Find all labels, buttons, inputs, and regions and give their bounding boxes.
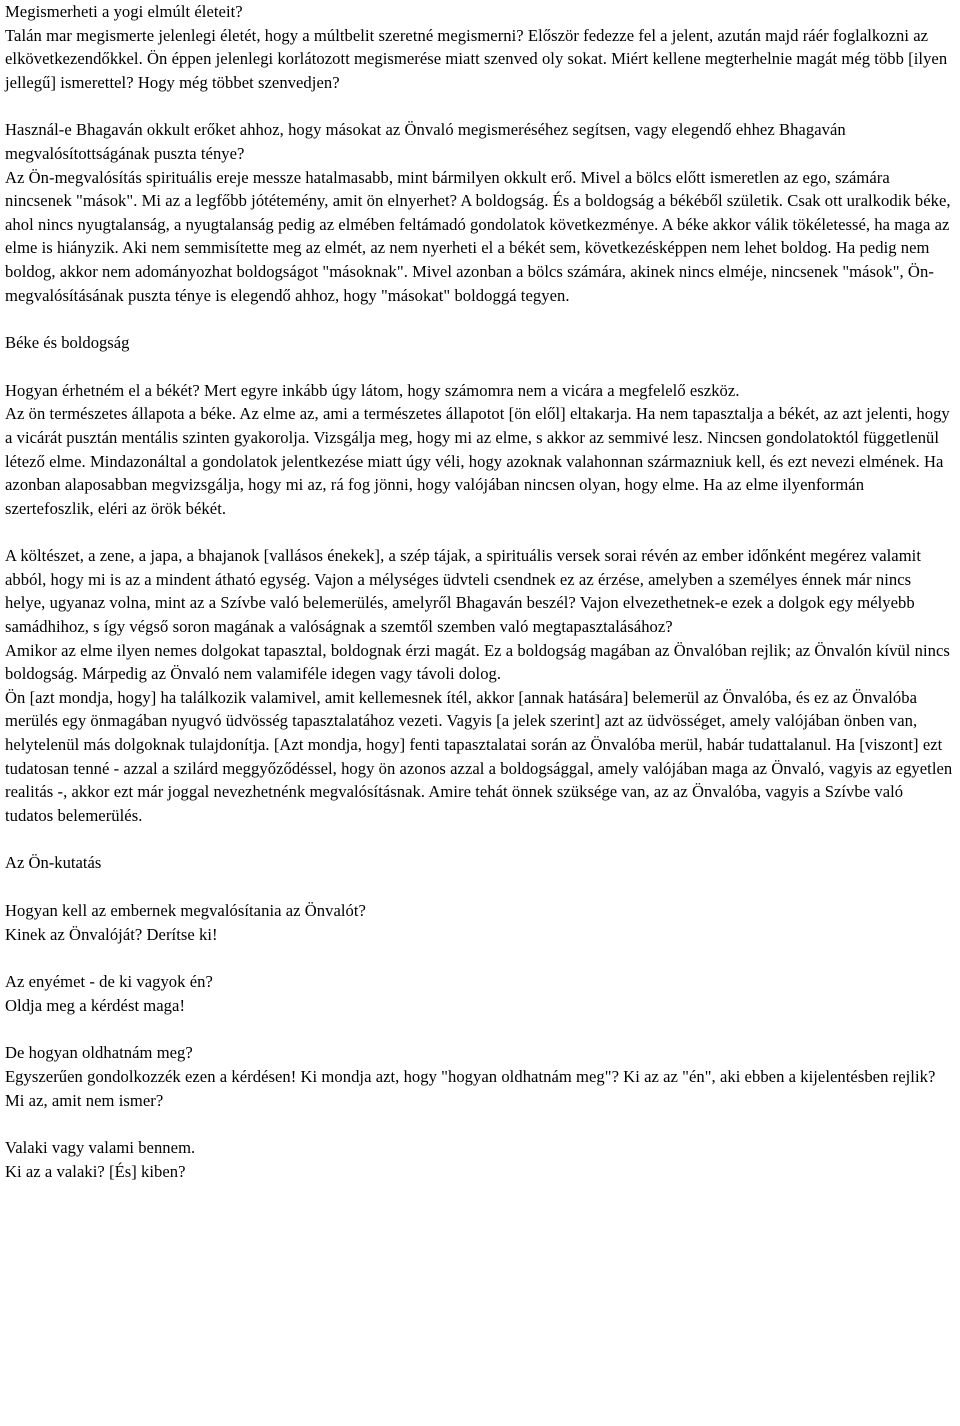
qa-pair [5,970,955,1017]
answer-text: Amikor az elme ilyen nemes dolgokat tapasztal, boldognak érzi magát. Ez a boldogság magában az Önvalóban rejlik; az Önvalón kívül nincs boldogság. Márpedig az Önvaló nem valamiféle idegen vagy távoli dolog. [5,640,950,684]
section-koltezet [5,544,955,827]
question-text: De hogyan oldhatnám meg? [5,1043,193,1063]
answer-text: Talán mar megismerte jelenlegi életét, hogy a múltbelit szeretné megismerni? Először fedezze fel a jelent, azután majd ráér foglalkozni az elkövetkezendőkkel. Ön éppen jelenlegi korlátozott megismerése miatt szenved oly sokat. Miért kellene megterhelnie magát még több [ilyen jellegű] ismerettel? Hogy még többet szenvedjen? [5,25,948,92]
qa-pair [5,899,955,946]
question-text: Az enyémet - de ki vagyok én? [5,972,213,992]
qa-pair [5,1136,955,1183]
section-heading: Az Ön-kutatás [5,853,102,873]
section-heading: Béke és boldogság [5,333,130,353]
answer-text: Egyszerűen gondolkozzék ezen a kérdésen! Ki mondja azt, hogy "hogyan oldhatnám meg"? Ki az az "én", aki ebben a kijelentésben rejlik? Mi az, amit nem ismer? [5,1066,936,1110]
section-past-lives [5,0,955,94]
qa-pair [5,1041,955,1112]
answer-text: Ki az a valaki? [És] kiben? [5,1161,186,1181]
answer-text: Kinek az Önvalóját? Derítse ki! [5,924,218,944]
answer-text: Oldja meg a kérdést maga! [5,995,186,1015]
question-text: A költészet, a zene, a japa, a bhajanok [vallásos énekek], a szép tájak, a spirituális versek sorai révén az ember időnként megérez valamit abból, hogy mi is az a mindent átható egység. Vajon a mélységes üdvteli csendnek ez az érzése, amelyben a személyes énnek már nincs helye, ugyanaz volna, mint az a Szívbe való belemerülés, amelyről Bhagaván beszél? Vajon elvezethetnek-e ezek a dolgok egy mélyebb samádhihoz, s így végső soron magának a valóságnak a szemtől szemben való megtapasztalásához? [5,546,921,637]
question-text: Valaki vagy valami bennem. [5,1138,196,1158]
question-text: Használ-e Bhagaván okkult erőket ahhoz, hogy másokat az Önvaló megismeréséhez segítsen, vagy elegendő ehhez Bhagaván megvalósítottságának puszta ténye? [5,120,846,163]
question-text: Megismerheti a yogi elmúlt életeit? [5,2,243,21]
answer-text: Ön [azt mondja, hogy] ha találkozik valamivel, amit kellemesnek ítél, akkor [annak hatására] belemerül az Önvalóba, és ez az Önvalóba merülés egy önmagában nyugvó üdvösség tapasztalatához vezeti. Vagyis [a jelek szerint] azt az üdvösséget, amely valójában önben van, helytelenül más dolgoknak tulajdonítja. [Azt mondja, hogy] fenti tapasztalatai során az Önvalóba merül, habár tudattalanul. Ha [viszont] ezt tudatosan tenné - azzal a szilárd meggyőződéssel, hogy ön azonos azzal a boldogsággal, amely valójában maga az Önvaló, vagyis az egyetlen realitás -, akkor ezt már joggal nevezhetnénk megvalósításnak. Amire tehát önnek szüksége van, az az Önvalóba, vagyis a Szívbe való tudatos belemerülés. [5,687,953,825]
section-okkult-eroek [5,118,955,307]
question-text: Hogyan érhetném el a békét? Mert egyre inkább úgy látom, hogy számomra nem a vicára a megfelelő eszköz. [5,380,740,400]
question-text: Hogyan kell az embernek megvalósítania az Önvalót? [5,901,366,920]
section-beke [5,379,955,521]
answer-text: Az Ön-megvalósítás spirituális ereje messze hatalmasabb, mint bármilyen okkult erő. Mivel a bölcs előtt ismeretlen az ego, számára nincsenek "mások". Mi az a legfőbb jótétemény, amit ön elnyerhet? A boldogság. És a boldogság a békéből születik. Csak ott uralkodik béke, ahol nincs nyugtalanság, a nyugtalanság pedig az elmében feltámadó gondolatok következménye. A béke akkor válik tökéletessé, ha maga az elme is hiányzik. Aki nem semmisítette meg az elmét, az nem nyerheti el a békét sem, következésképpen nem lehet boldog. Ha pedig nem boldog, akkor nem adományozhat boldogságot "másoknak". Mivel azonban a bölcs számára, akinek nincs elméje, nincsenek "mások", Ön-megvalósításának puszta ténye is elegendő ahhoz, hogy "másokat" boldoggá tegyen. [5,167,951,305]
answer-text: Az ön természetes állapota a béke. Az elme az, ami a természetes állapotot [ön elől] eltakarja. Ha nem tapasztalja a békét, az azt jelenti, hogy a vicárát pusztán mentális szinten gyakorolja. Vizsgálja meg, hogy mi az elme, s akkor az semmivé lesz. Nincsen gondolatoktól függetlenül létező elme. Mindazonáltal a gondolatok jelentkezése miatt úgy véli, hogy azoknak valahonnan származniuk kell, és ezt nevezi elmének. Ha azonban alaposabban megvizsgálja, hogy mi az, rá fog jönni, hogy valójában nincsen olyan, hogy elme. Ha az elme ilyenformán szertefoszlik, eléri az örök békét. [5,404,950,518]
